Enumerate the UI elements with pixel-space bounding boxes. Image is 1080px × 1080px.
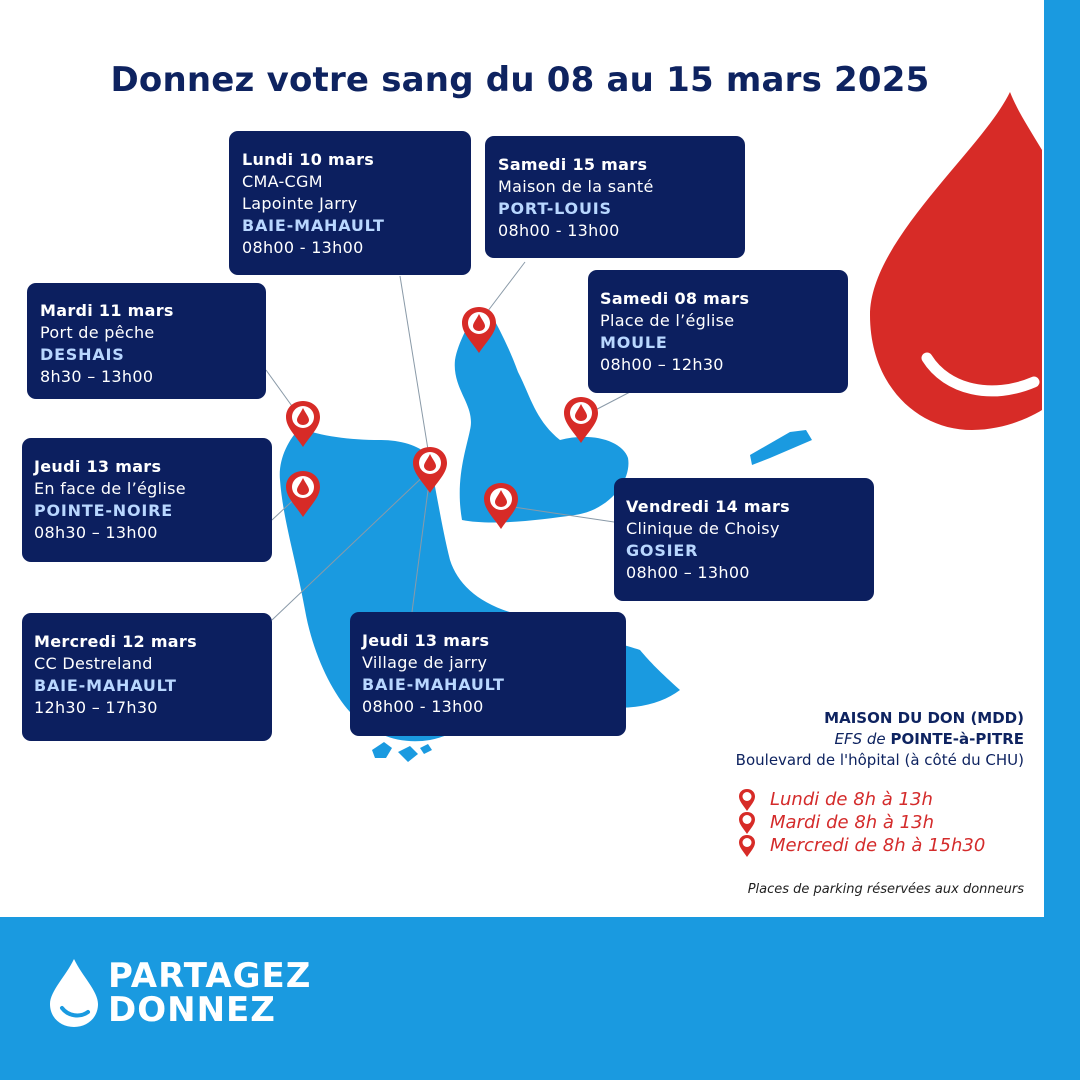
mdd-hours-item [738, 788, 985, 811]
location-pin-icon [738, 811, 756, 835]
event-card-mardi-11[interactable] [27, 283, 266, 399]
logo-line-1: PARTAGEZ [108, 956, 312, 996]
location-pin-icon[interactable] [285, 470, 321, 518]
event-day: Jeudi 13 mars [34, 457, 162, 476]
location-pin-icon[interactable] [461, 306, 497, 354]
event-hours: 12h30 – 17h30 [34, 698, 158, 717]
event-city: PORT-LOUIS [498, 199, 612, 218]
event-place: Port de pêche [40, 323, 155, 342]
mdd-hours-item [738, 834, 985, 857]
event-place: Place de l’église [600, 311, 735, 330]
logo-text [108, 956, 312, 1030]
mdd-efs-city: POINTE-à-PITRE [890, 730, 1024, 748]
event-card-samedi-08[interactable] [588, 270, 848, 393]
event-place-detail: Lapointe Jarry [242, 194, 358, 213]
parking-note: Places de parking réservées aux donneurs [747, 882, 1024, 897]
event-place: Clinique de Choisy [626, 519, 780, 538]
partagez-donnez-logo [48, 958, 311, 1028]
location-pin-icon [738, 834, 756, 858]
event-hours: 8h30 – 13h00 [40, 367, 154, 386]
mdd-address: Boulevard de l'hôpital (à côté du CHU) [735, 751, 1024, 769]
event-place: Village de jarry [362, 653, 488, 672]
event-hours: 08h00 – 12h30 [600, 355, 724, 374]
event-city: MOULE [600, 333, 668, 352]
event-card-lundi-10[interactable] [229, 131, 471, 275]
location-pin-icon[interactable] [563, 396, 599, 444]
event-place: CMA-CGM [242, 172, 323, 191]
event-card-samedi-15[interactable] [485, 136, 745, 258]
event-card-jeudi-13-pointe-noire[interactable] [22, 438, 272, 562]
mdd-efs-prefix: EFS de [834, 730, 886, 748]
event-place: CC Destreland [34, 654, 153, 673]
event-day: Mercredi 12 mars [34, 632, 197, 651]
mdd-hours-item [738, 811, 985, 834]
event-day: Mardi 11 mars [40, 301, 174, 320]
event-city: BAIE-MAHAULT [34, 676, 177, 695]
location-pin-icon [738, 788, 756, 812]
page-title: Donnez votre sang du 08 au 15 mars 2025 [110, 60, 930, 100]
location-pin-icon[interactable] [285, 400, 321, 448]
logo-line-2: DONNEZ [108, 990, 276, 1030]
event-city: DESHAIS [40, 345, 125, 364]
event-place: En face de l’église [34, 479, 186, 498]
event-card-vendredi-14[interactable] [614, 478, 874, 601]
mdd-name: MAISON DU DON (MDD) [824, 709, 1024, 727]
event-day: Lundi 10 mars [242, 150, 375, 169]
mdd-hours-text: Mercredi de 8h à 15h30 [770, 835, 986, 856]
event-city: POINTE-NOIRE [34, 501, 173, 520]
event-hours: 08h00 - 13h00 [242, 238, 364, 257]
event-city: GOSIER [626, 541, 699, 560]
event-city: BAIE-MAHAULT [242, 216, 385, 235]
event-card-jeudi-13-jarry[interactable] [350, 612, 626, 736]
event-hours: 08h00 – 13h00 [626, 563, 750, 582]
blood-drop-icon [48, 958, 100, 1028]
mdd-hours-list [738, 788, 985, 857]
maison-du-don-info [736, 708, 1024, 771]
event-card-mercredi-12[interactable] [22, 613, 272, 741]
event-day: Samedi 08 mars [600, 289, 750, 308]
event-day: Vendredi 14 mars [626, 497, 790, 516]
mdd-hours-text: Mardi de 8h à 13h [770, 812, 934, 833]
mdd-hours-text: Lundi de 8h à 13h [770, 789, 933, 810]
event-hours: 08h30 – 13h00 [34, 523, 158, 542]
event-hours: 08h00 - 13h00 [362, 697, 484, 716]
event-day: Jeudi 13 mars [362, 631, 490, 650]
mdd-efs [736, 729, 1024, 750]
event-day: Samedi 15 mars [498, 155, 648, 174]
location-pin-icon[interactable] [483, 482, 519, 530]
event-hours: 08h00 - 13h00 [498, 221, 620, 240]
event-city: BAIE-MAHAULT [362, 675, 505, 694]
event-place: Maison de la santé [498, 177, 654, 196]
location-pin-icon[interactable] [412, 446, 448, 494]
